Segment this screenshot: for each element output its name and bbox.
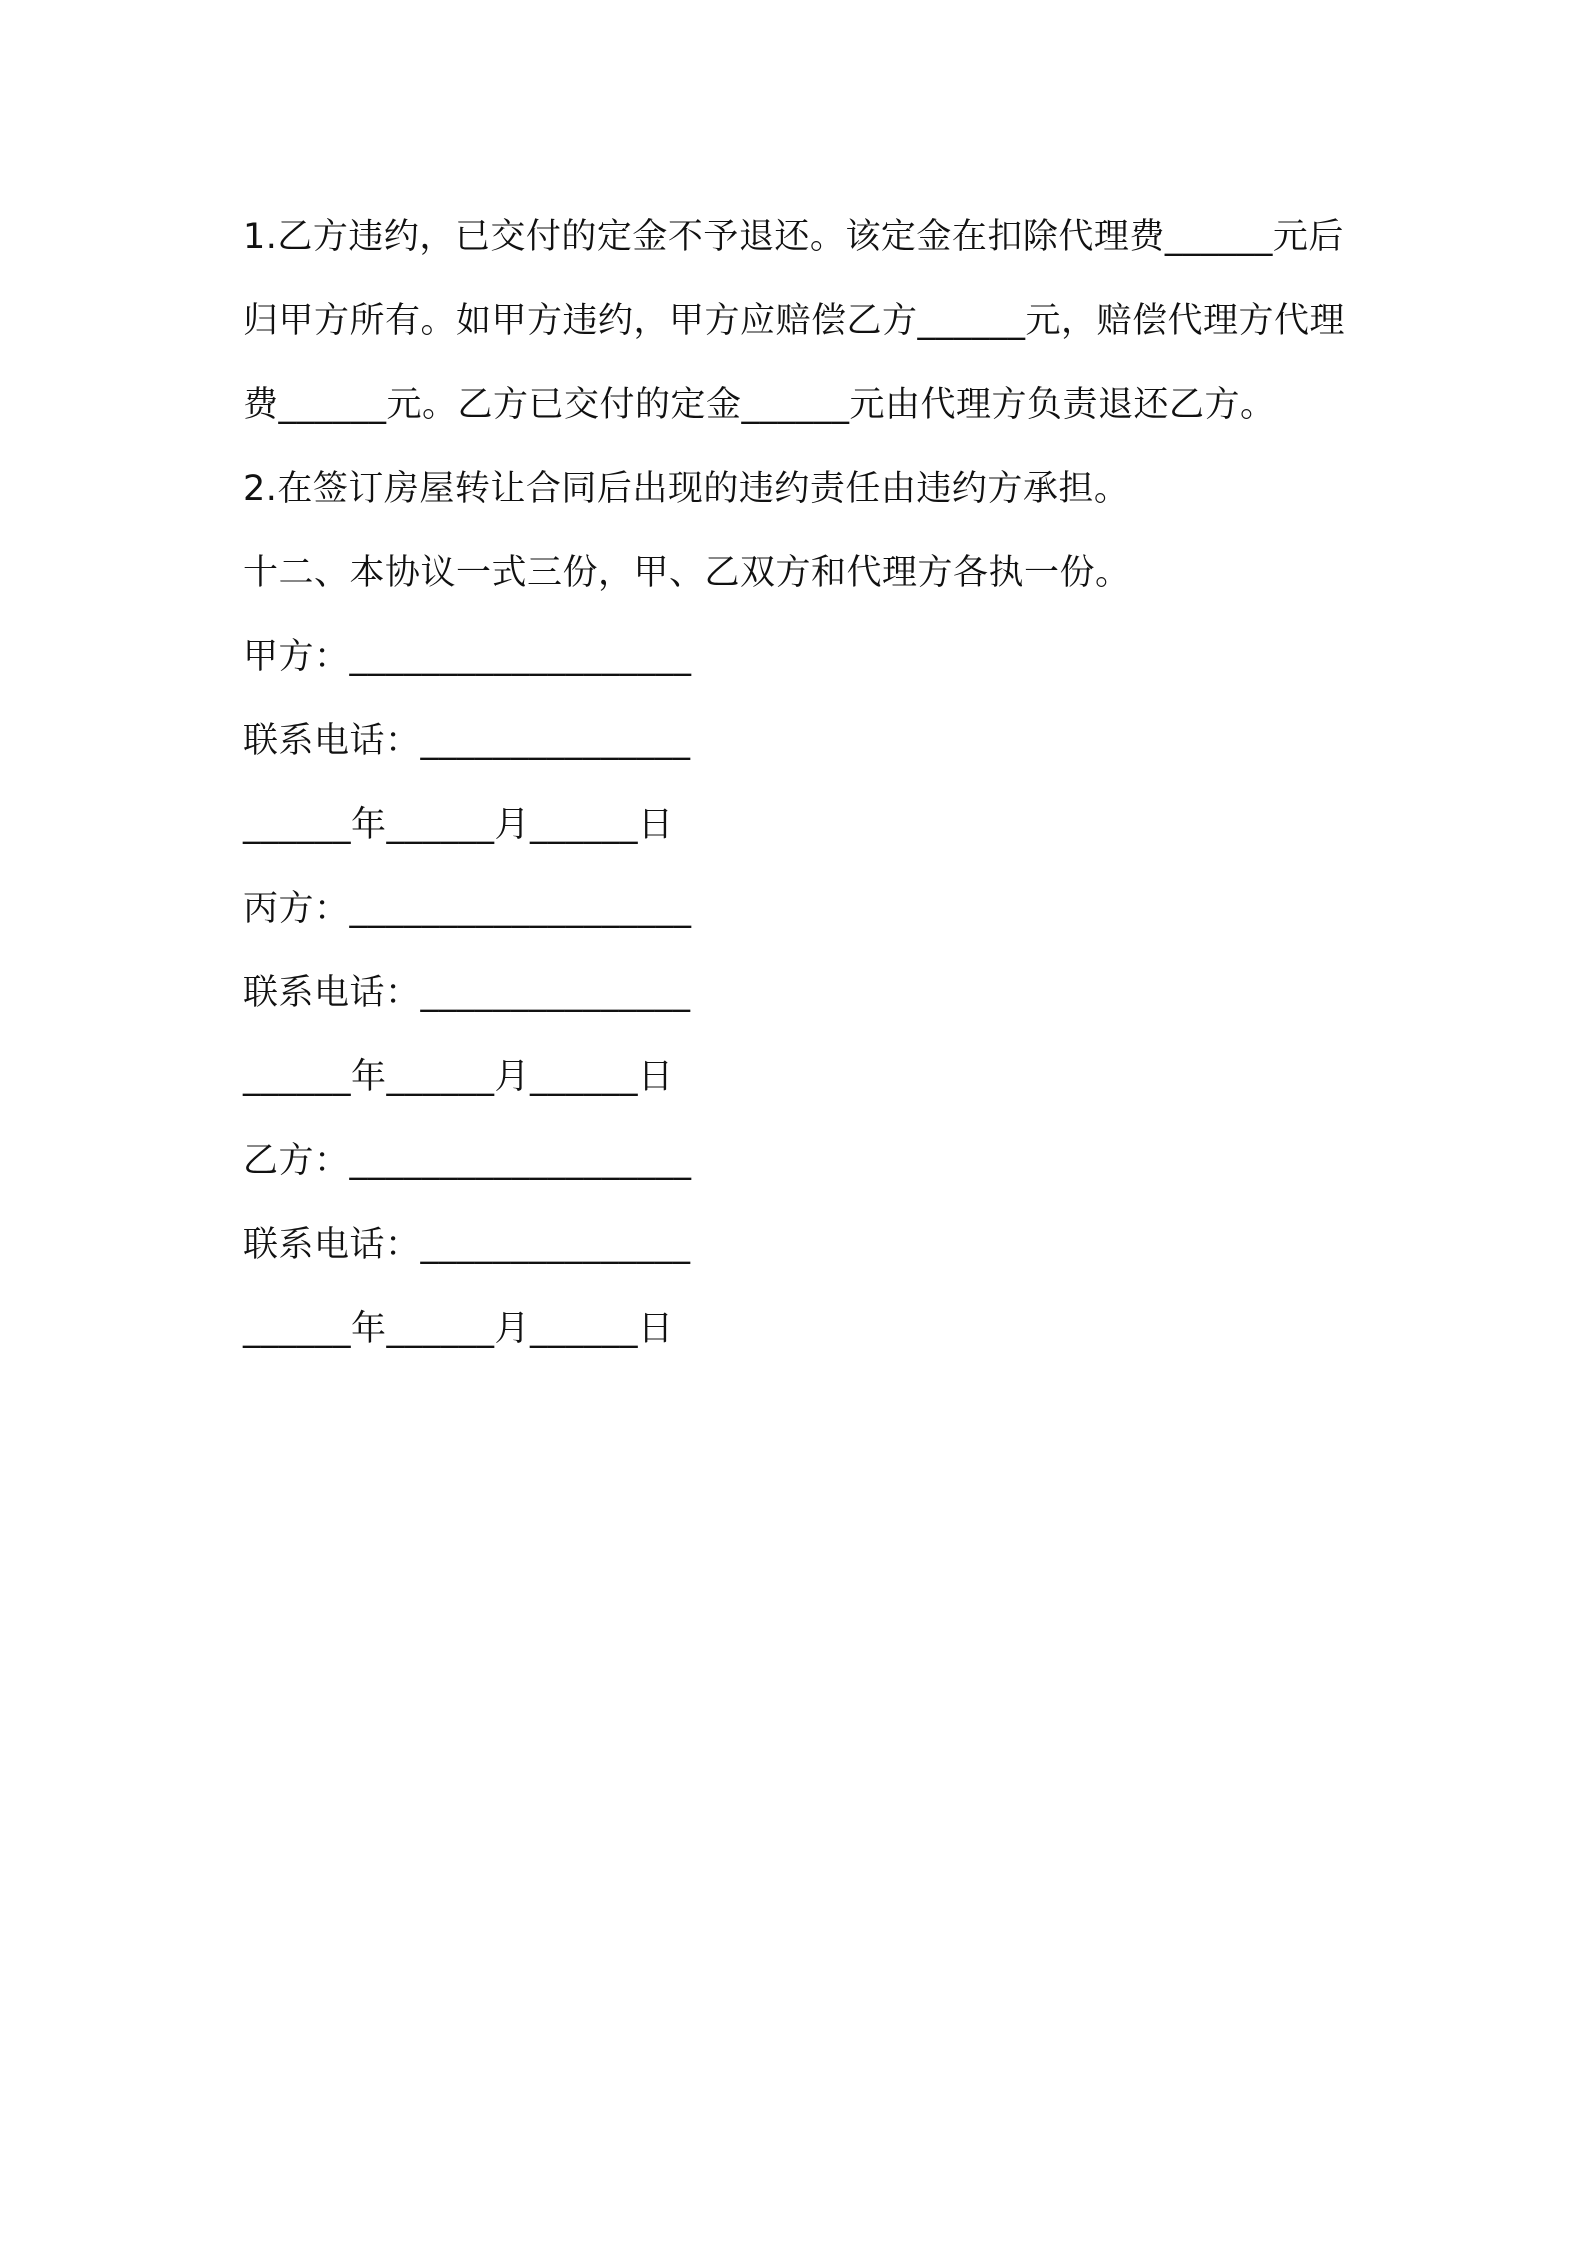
document-body [243, 195, 1363, 1371]
clause-1-paragraph: 1.乙方违约，已交付的定金不予退还。该定金在扣除代理费______元后归甲方所有。如甲方违约，甲方应赔偿乙方______元，赔偿代理方代理费______元。乙方已交付的定金______元由代理方负责退还乙方。 [243, 217, 1346, 425]
clause-2-paragraph: 2.在签订房屋转让合同后出现的违约责任由违约方承担。 [243, 469, 1130, 509]
party-b-phone-line: 联系电话：_______________ [243, 1225, 691, 1265]
party-c-name-line: 丙方：___________________ [243, 889, 692, 929]
party-b-date-line: ______年______月______日 [243, 1309, 674, 1349]
party-a-name-line: 甲方：___________________ [243, 637, 692, 677]
party-a-signature-block [243, 615, 1363, 867]
party-c-signature-block [243, 867, 1363, 1119]
party-c-date-line: ______年______月______日 [243, 1057, 674, 1097]
party-b-name-line: 乙方：___________________ [243, 1141, 692, 1181]
clause-12-paragraph: 十二、本协议一式三份，甲、乙双方和代理方各执一份。 [243, 553, 1131, 593]
party-a-date-line: ______年______月______日 [243, 805, 674, 845]
party-b-signature-block [243, 1119, 1363, 1371]
party-c-phone-line: 联系电话：_______________ [243, 973, 691, 1013]
party-a-phone-line: 联系电话：_______________ [243, 721, 691, 761]
